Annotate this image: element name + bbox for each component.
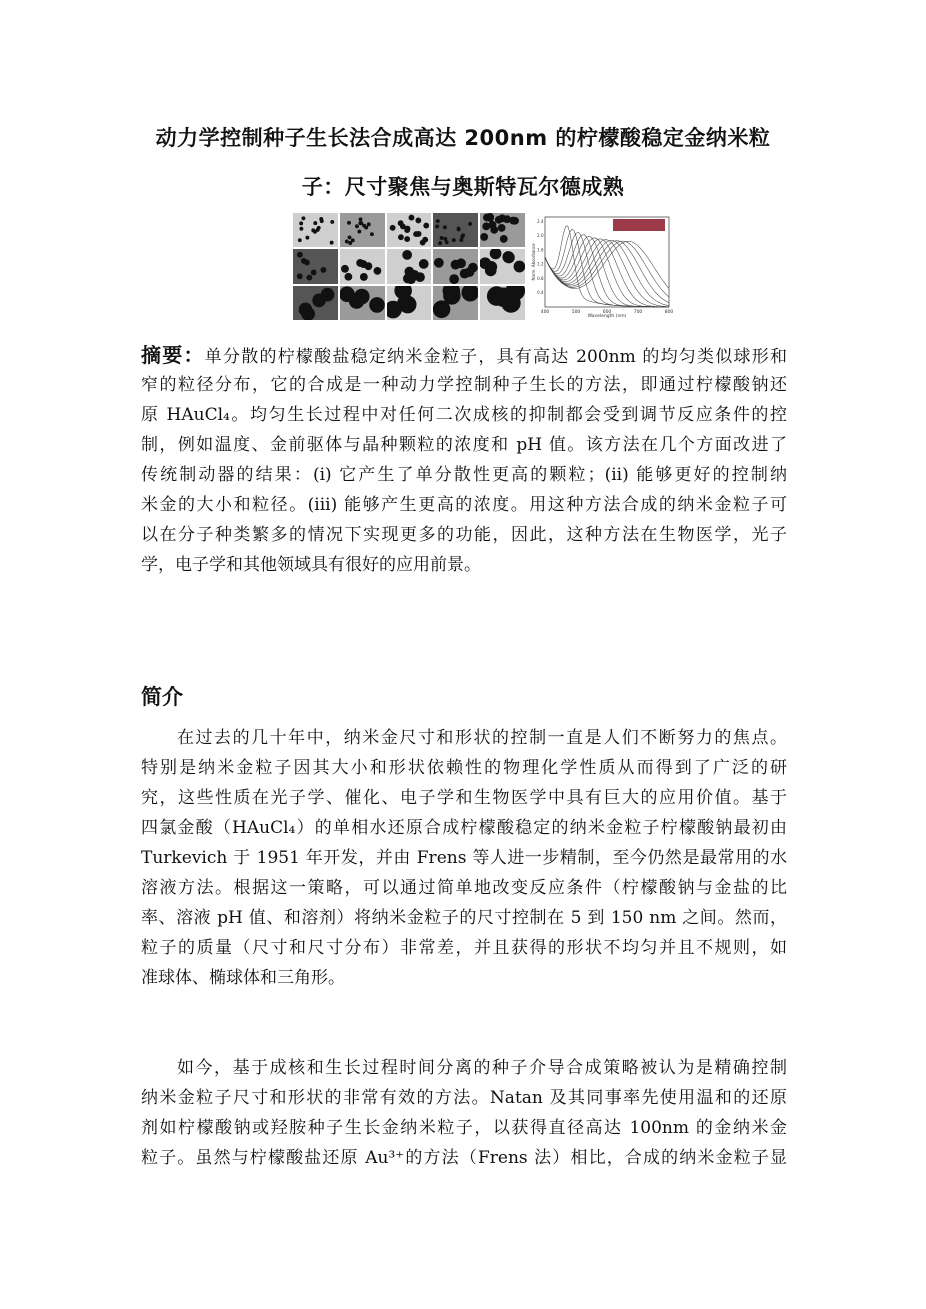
intro-line: Turkevich 于 1951 年开发，并由 Frens 等人进一步精制，至今仍然是最常用的水 (141, 848, 787, 868)
y-tick-label: 2.0 (537, 233, 544, 239)
x-tick-label: 400 (540, 310, 550, 315)
tem-image-tile (340, 213, 385, 247)
tem-image-tile (293, 213, 338, 247)
tem-image-grid (293, 213, 525, 320)
tem-image-tile (387, 249, 432, 283)
intro-line: 纳米金粒子尺寸和形状的非常有效的方法。Natan 及其同事率先使用温和的还原 (141, 1088, 787, 1108)
x-tick-label: 500 (571, 310, 581, 315)
abstract-line: 原 HAuCl₄。均匀生长过程中对任何二次成核的抑制都会受到调节反应条件的控 (141, 405, 787, 425)
y-tick-label: 0.4 (537, 290, 544, 296)
intro-line: 粒子。虽然与柠檬酸盐还原 Au³⁺的方法（Frens 法）相比，合成的纳米金粒子显 (141, 1148, 787, 1168)
y-axis-label: Norm. Absorbance (531, 243, 536, 281)
abstract-line: 学，电子学和其他领域具有很好的应用前景。 (141, 555, 481, 575)
intro-line: 溶液方法。根据这一策略，可以通过简单地改变反应条件（柠檬酸钠与金盐的比 (141, 878, 787, 898)
intro-line: 剂如柠檬酸钠或羟胺种子生长金纳米粒子，以获得直径高达 100nm 的金纳米金 (141, 1118, 787, 1138)
abstract-line: 制，例如温度、金前驱体与晶种颗粒的浓度和 pH 值。该方法在几个方面改进了 (141, 435, 787, 455)
paper-title-line-1: 动力学控制种子生长法合成高达 200nm 的柠檬酸稳定金纳米粒 (155, 126, 771, 150)
abstract-line: 以在分子种类繁多的情况下实现更多的功能，因此，这种方法在生物医学，光子 (141, 525, 787, 545)
y-tick-label: 2.4 (537, 218, 544, 224)
intro-line: 准球体、椭球体和三角形。 (141, 968, 345, 988)
intro-line: 在过去的几十年中，纳米金尺寸和形状的控制一直是人们不断努力的焦点。 (177, 728, 787, 748)
tem-image-tile (340, 286, 385, 320)
tem-image-tile (480, 213, 525, 247)
x-tick-label: 800 (664, 310, 673, 315)
inset-vials-photo (613, 219, 665, 231)
tem-image-tile (387, 286, 432, 320)
abstract-paragraph (141, 340, 787, 580)
abstract-label: 摘要 (141, 343, 184, 367)
intro-paragraph-1 (141, 723, 787, 993)
intro-line: 率、溶液 pH 值、和溶剂）将纳米金粒子的尺寸控制在 5 到 150 nm 之间。然而， (141, 908, 787, 928)
intro-line: 特别是纳米金粒子因其大小和形状依赖性的物理化学性质从而得到了广泛的研 (141, 758, 787, 778)
x-axis-label: Wavelength (nm) (587, 314, 627, 319)
intro-line: 粒子的质量（尺寸和尺寸分布）非常差，并且获得的形状不均匀并且不规则，如 (141, 938, 787, 958)
uv-vis-spectrum-plot (531, 213, 673, 320)
y-tick-label: 1.6 (537, 247, 544, 253)
intro-paragraph-2 (141, 1053, 787, 1173)
abstract-line (141, 340, 787, 370)
tem-image-tile (293, 286, 338, 320)
tem-image-tile (433, 213, 478, 247)
tem-image-tile (433, 249, 478, 283)
abstract-line: 传统制动器的结果：(i) 它产生了单分散性更高的颗粒；(ii) 能够更好的控制纳 (141, 465, 787, 485)
y-tick-label: 1.2 (537, 261, 544, 267)
abstract-line: 米金的大小和粒径。(iii) 能够产生更高的浓度。用这种方法合成的纳米金粒子可 (141, 495, 787, 515)
abstract-text: 单分散的柠檬酸盐稳定纳米金粒子，具有高达 200nm 的均匀类似球形和 (204, 347, 788, 367)
tem-image-tile (480, 286, 525, 320)
tem-image-tile (387, 213, 432, 247)
tem-image-tile (433, 286, 478, 320)
tem-image-tile (340, 249, 385, 283)
intro-line: 四氯金酸（HAuCl₄）的单相水还原合成柠檬酸稳定的纳米金粒子柠檬酸钠最初由 (141, 818, 787, 838)
intro-line: 究，这些性质在光子学、催化、电子学和生物医学中具有巨大的应用价值。基于 (141, 788, 787, 808)
section-heading-introduction: 简介 (141, 685, 183, 709)
tem-image-tile (293, 249, 338, 283)
graphical-abstract-figure (293, 213, 673, 320)
abstract-line: 窄的粒径分布，它的合成是一种动力学控制种子生长的方法，即通过柠檬酸钠还 (141, 375, 787, 395)
tem-image-tile (480, 249, 525, 283)
x-tick-label: 700 (633, 310, 643, 315)
x-tick-label: 600 (602, 310, 612, 315)
paper-title-line-2: 子：尺寸聚焦与奥斯特瓦尔德成熟 (301, 175, 625, 199)
abstract-colon: ： (183, 343, 205, 367)
intro-line: 如今，基于成核和生长过程时间分离的种子介导合成策略被认为是精确控制 (177, 1058, 787, 1078)
y-tick-label: 0.8 (537, 275, 544, 281)
